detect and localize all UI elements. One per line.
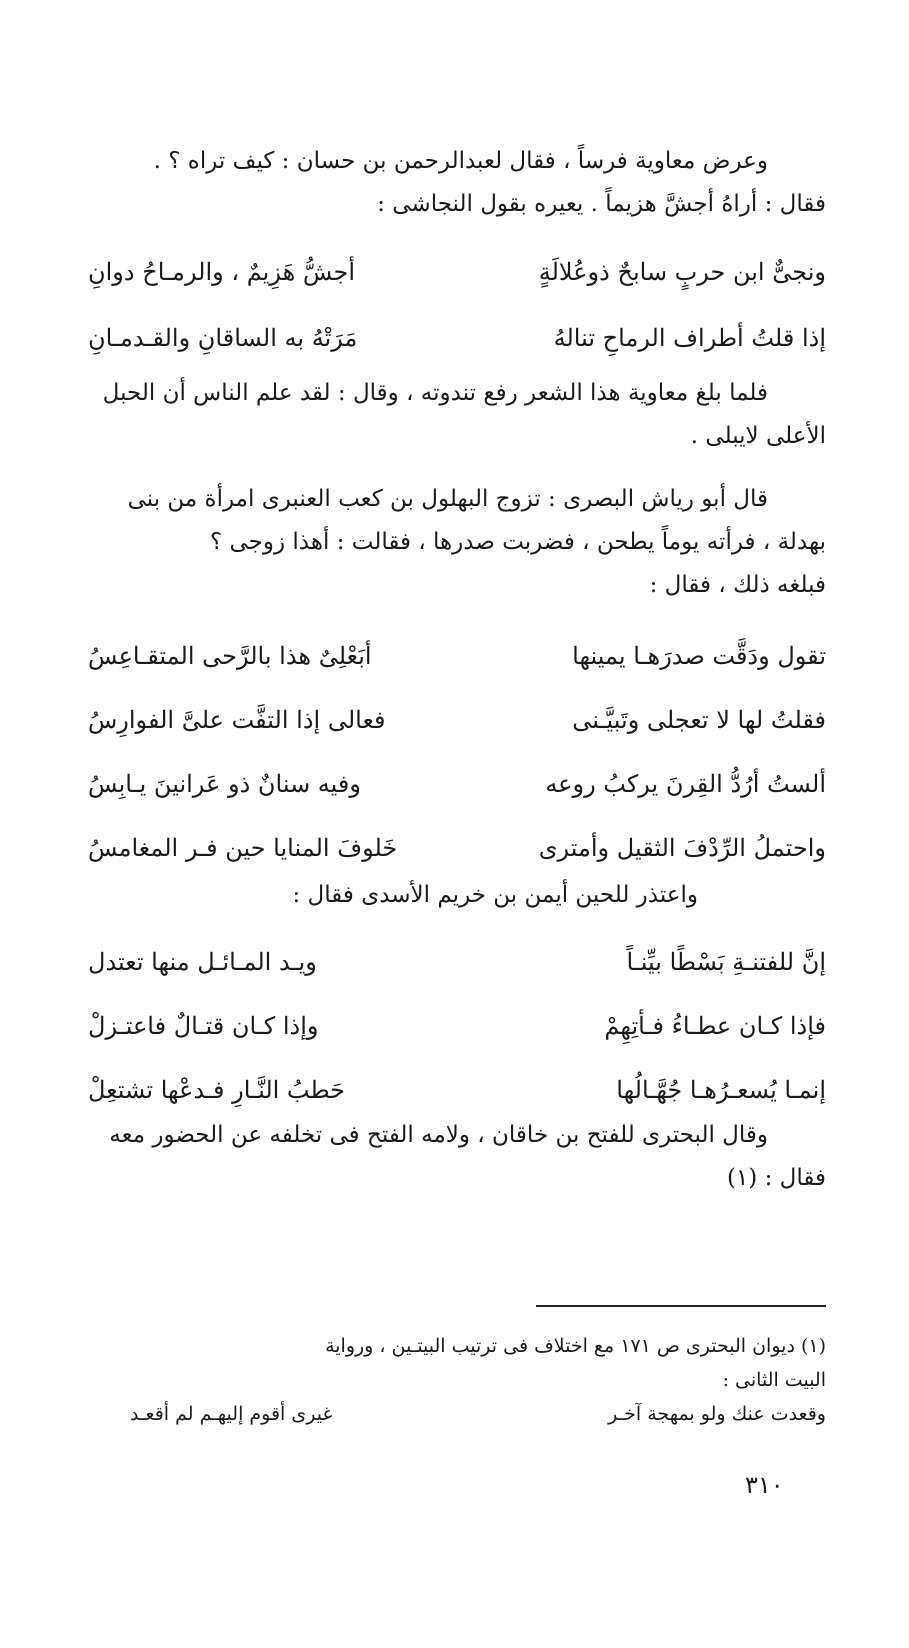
verse-first-hemistich: فإذا كـان عطـاءُ فـأتِهِمْ	[604, 1012, 826, 1040]
verse-second-hemistich: ويـد المـائـل منها تعتدل	[88, 948, 317, 976]
text-line: قال أبو رياش البصرى : تزوج البهلول بن كعب العنبرى امرأة من بنى	[127, 486, 768, 512]
verse-line	[78, 1006, 826, 1046]
verse-first-hemistich: إذا قلتُ أطراف الرماحِ تنالهُ	[553, 324, 826, 352]
verse-first-hemistich: ونجىٌّ ابن حربٍ سابحٌ ذوعُلالَةٍ	[538, 258, 826, 286]
verse-line	[78, 1070, 826, 1110]
verse-line	[78, 764, 826, 804]
text-line: واعتذر للحين أيمن بن خريم الأسدى فقال :	[292, 882, 698, 908]
footnote-separator	[536, 1305, 826, 1307]
text-line: فبلغه ذلك ، فقال :	[649, 572, 826, 598]
text-line: الأعلى لايبلى .	[690, 423, 826, 449]
paragraph-muawiya-horse	[78, 140, 826, 226]
verse-line	[78, 942, 826, 982]
verse-line	[78, 636, 826, 676]
verse-first-hemistich: وقعدت عنك ولو بمهجة آخـر	[608, 1403, 826, 1425]
footnote-line: البيت الثانى :	[722, 1369, 826, 1391]
text-line: فقال : أراهُ أجشَّ هزيماً . يعيره بقول النجاشى :	[377, 191, 826, 217]
paragraph-buhturi	[78, 1114, 826, 1200]
text-line: وعرض معاوية فرساً ، فقال لعبدالرحمن بن حسان : كيف تراه ؟ .	[153, 148, 768, 174]
footnote-verse	[100, 1396, 826, 1432]
verse-second-hemistich: أجشُّ هَزِيمٌ ، والرمـاحُ دوانِ	[88, 258, 355, 286]
page-number: ٣١٠	[745, 1471, 784, 1499]
verse-first-hemistich: فقلتُ لها لا تعجلى وتَبيَّـنى	[572, 706, 826, 734]
verse-line	[78, 318, 826, 358]
verse-second-hemistich: مَرَتْهُ به الساقانِ والقـدمـانِ	[88, 324, 358, 352]
paragraph-abu-riyash	[78, 478, 826, 607]
verse-second-hemistich: حَطبُ النَّـارِ فـدعْها تشتعِلْ	[88, 1076, 346, 1104]
verse-second-hemistich: أبَعْلِىٌ هذا بالرَّحى المتقـاعِسُ	[88, 642, 372, 670]
paragraph-muawiya-reaction	[78, 372, 826, 458]
verse-second-hemistich: وفيه سنانٌ ذو عَرانينَ يـابِسُ	[88, 770, 361, 798]
verse-first-hemistich: واحتملُ الرِّدْفَ الثقيل وأمترى	[538, 834, 826, 862]
text-line: فلما بلغ معاوية هذا الشعر رفع تندوته ، وقال : لقد علم الناس أن الحبل	[102, 380, 768, 406]
verse-line	[78, 700, 826, 740]
verse-first-hemistich: ألستُ أرُدُّ القِرنَ يركبُ روعه	[545, 770, 826, 798]
verse-second-hemistich: خَلوفَ المنايا حين فـر المغامسُ	[88, 834, 398, 862]
verse-second-hemistich: وإذا كـان قتـالٌ فاعتـزلْ	[88, 1012, 319, 1040]
verse-first-hemistich: تقول ودَقَّت صدرَهـا يمينها	[572, 642, 826, 670]
verse-line	[78, 828, 826, 868]
text-line: فقال : (١)	[726, 1165, 826, 1191]
text-line: وقال البحترى للفتح بن خاقان ، ولامه الفتح فى تخلفه عن الحضور معه	[109, 1122, 768, 1148]
verse-first-hemistich: إنَّ للفتنـةِ بَسْطًا بيِّنـاً	[626, 948, 826, 976]
footnote-line: (١) ديوان البحترى ص ١٧١ مع اختلاف فى ترتيب البيتـين ، ورواية	[325, 1335, 826, 1357]
verse-first-hemistich: إنمـا يُسعـرُهـا جُهَّـالُها	[616, 1076, 826, 1104]
verse-second-hemistich: غيرى أقوم إليهـم لم أقعـد	[130, 1403, 333, 1425]
text-line: بهدلة ، فرأته يوماً يطحن ، فضربت صدرها ، فقالت : أهذا زوجى ؟	[209, 529, 826, 555]
verse-second-hemistich: فعالى إذا التفَّت علىَّ الفوارِسُ	[88, 706, 386, 734]
verse-line	[78, 252, 826, 292]
paragraph-ayman-apology	[78, 874, 826, 917]
